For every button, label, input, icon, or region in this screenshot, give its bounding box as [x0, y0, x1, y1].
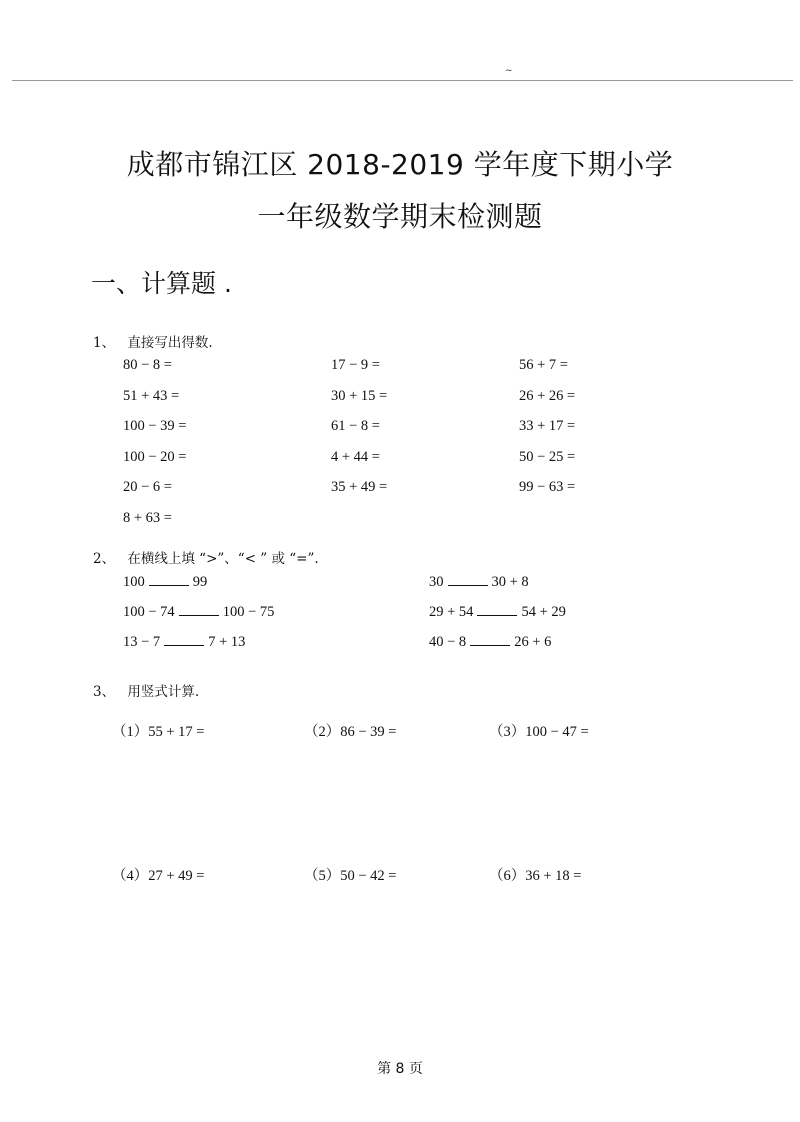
- q2-item: [123, 604, 274, 621]
- q2-left: 13 − 7: [123, 634, 161, 650]
- q1-item: 50 − 25 =: [519, 449, 576, 465]
- q2-left: 100: [123, 574, 145, 590]
- q2-left: 30: [429, 574, 444, 590]
- q1-text: 直接写出得数.: [127, 335, 213, 351]
- q1-item: 56 + 7 =: [519, 357, 568, 373]
- page-number: 第 8 页: [377, 1061, 423, 1077]
- q2-item: [123, 634, 245, 651]
- q3-item: （6）36 + 18 =: [489, 868, 582, 884]
- q3-item: （4）27 + 49 =: [112, 868, 205, 884]
- q3-item: （5）50 − 42 =: [304, 868, 397, 884]
- q1-header: [93, 331, 213, 351]
- answer-blank[interactable]: [164, 644, 204, 646]
- q2-header: [93, 547, 319, 567]
- q1-number: 1、: [93, 335, 116, 351]
- answer-blank[interactable]: [470, 644, 510, 646]
- q3-header: [93, 680, 199, 700]
- answer-blank[interactable]: [448, 584, 488, 586]
- q2-right: 99: [192, 574, 208, 590]
- q1-item: 35 + 49 =: [331, 479, 388, 495]
- q2-item: [429, 604, 566, 621]
- page-title-line2: 一年级数学期末检测题: [257, 200, 543, 233]
- q2-right: 100 − 75: [222, 604, 275, 620]
- q1-item: 30 + 15 =: [331, 388, 388, 404]
- q2-number: 2、: [93, 551, 116, 567]
- q1-item: 51 + 43 =: [123, 388, 180, 404]
- answer-blank[interactable]: [477, 614, 517, 616]
- answer-blank[interactable]: [179, 614, 219, 616]
- q1-item: 61 − 8 =: [331, 418, 380, 434]
- q1-item: 8 + 63 =: [123, 510, 172, 526]
- q2-left: 100 − 74: [123, 604, 175, 620]
- q2-item: [429, 574, 529, 591]
- q3-item: （1）55 + 17 =: [112, 724, 205, 740]
- q1-item: 100 − 20 =: [123, 449, 187, 465]
- q2-left: 29 + 54: [429, 604, 474, 620]
- q3-number: 3、: [93, 684, 116, 700]
- q2-right: 54 + 29: [521, 604, 566, 620]
- q2-right: 26 + 6: [514, 634, 552, 650]
- header-rule: [12, 80, 793, 81]
- q1-item: 26 + 26 =: [519, 388, 576, 404]
- q1-item: 20 − 6 =: [123, 479, 172, 495]
- q2-right: 30 + 8: [491, 574, 529, 590]
- q1-item: 4 + 44 =: [331, 449, 380, 465]
- q3-item: （3）100 − 47 =: [489, 724, 589, 740]
- q1-item: 17 − 9 =: [331, 357, 380, 373]
- q2-item: [429, 634, 551, 651]
- q2-text: 在横线上填 “>”、“< ” 或 “=”.: [127, 551, 319, 567]
- q3-item: （2）86 − 39 =: [304, 724, 397, 740]
- q2-right: 7 + 13: [208, 634, 246, 650]
- q1-item: 33 + 17 =: [519, 418, 576, 434]
- q2-item: [123, 574, 207, 591]
- q3-text: 用竖式计算.: [127, 684, 200, 700]
- section-heading: 一、计算题 .: [91, 269, 232, 298]
- q2-left: 40 − 8: [429, 634, 467, 650]
- q1-item: 80 − 8 =: [123, 357, 172, 373]
- header-mark: ~: [505, 66, 513, 76]
- q1-item: 100 − 39 =: [123, 418, 187, 434]
- q1-item: 99 − 63 =: [519, 479, 576, 495]
- answer-blank[interactable]: [149, 584, 189, 586]
- page-title-line1: 成都市锦江区 2018-2019 学年度下期小学: [126, 148, 674, 181]
